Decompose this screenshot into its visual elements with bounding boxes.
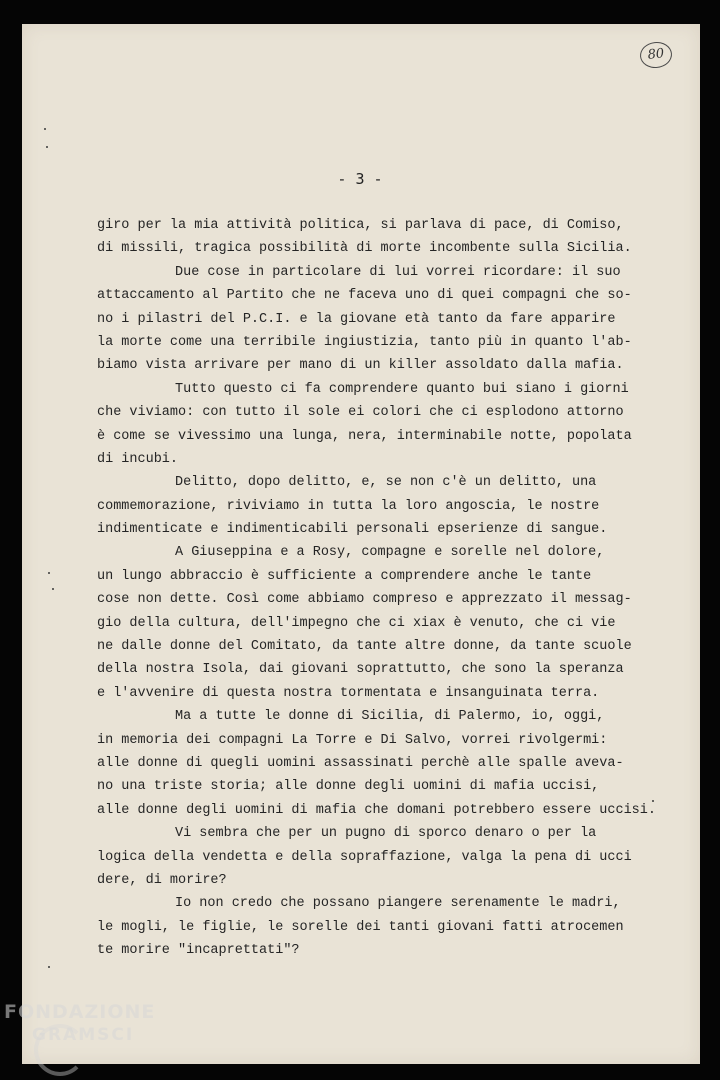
text-line: e l'avvenire di questa nostra tormentata e insanguinata terra. <box>97 685 600 701</box>
typed-body <box>97 214 657 963</box>
text-line: attaccamento al Partito che ne faceva uno di quei compagni che so- <box>97 288 632 304</box>
text-line: commemorazione, riviviamo in tutta la loro angoscia, le nostre <box>97 498 600 514</box>
text-line: gio della cultura, dell'impegno che ci xiax è venuto, che ci vie <box>97 615 616 631</box>
text-line: logica della vendetta e della sopraffazione, valga la pena di ucci <box>97 849 632 865</box>
text-line: no una triste storia; alle donne degli uomini di mafia uccisi, <box>97 779 600 795</box>
text-line: Io non credo che possano piangere serenamente le madri, <box>175 896 621 912</box>
text-line: della nostra Isola, dai giovani soprattutto, che sono la speranza <box>97 662 624 678</box>
text-line: Vi sembra che per un pugno di sporco denaro o per la <box>175 826 597 842</box>
watermark-line2: GRAMSCI <box>32 1025 135 1045</box>
text-line: Due cose in particolare di lui vorrei ricordare: il suo <box>175 264 621 280</box>
watermark-line1: FONDAZIONE <box>4 1001 156 1023</box>
text-line: cose non dette. Così come abbiamo compreso e apprezzato il messag- <box>97 592 632 608</box>
text-line: biamo vista arrivare per mano di un killer assoldato dalla mafia. <box>97 358 624 374</box>
text-line: Ma a tutte le donne di Sicilia, di Palermo, io, oggi, <box>175 709 605 725</box>
text-line: Delitto, dopo delitto, e, se non c'è un delitto, una <box>175 475 597 491</box>
text-line: dere, di morire? <box>97 872 227 888</box>
scan-speck <box>48 572 50 574</box>
scan-speck <box>46 146 48 148</box>
gramsci-logo-icon <box>34 1024 86 1076</box>
text-line: le mogli, le figlie, le sorelle dei tanti giovani fatti atrocemen <box>97 919 624 935</box>
scan-speck <box>48 966 50 968</box>
scan-speck <box>52 588 54 590</box>
text-line: di missili, tragica possibilità di morte incombente sulla Sicilia. <box>97 241 632 257</box>
text-line: Tutto questo ci fa comprendere quanto bui siano i giorni <box>175 381 629 397</box>
text-line: indimenticate e indimenticabili personali epserienze di sangue. <box>97 522 608 538</box>
text-line: giro per la mia attività politica, si parlava di pace, di Comiso, <box>97 218 624 233</box>
text-line: in memoria dei compagni La Torre e Di Salvo, vorrei rivolgermi: <box>97 732 608 748</box>
text-line: la morte come una terribile ingiustizia, tanto più in quanto l'ab- <box>97 334 632 350</box>
text-line: è come se vivessimo una lunga, nera, interminabile notte, popolata <box>97 428 632 444</box>
text-line: ne dalle donne del Comitato, da tante altre donne, da tante scuole <box>97 639 632 655</box>
text-line: un lungo abbraccio è sufficiente a comprendere anche le tante <box>97 568 592 584</box>
watermark <box>4 1000 204 1046</box>
text-line: di incubi. <box>97 451 179 467</box>
text-line: che viviamo: con tutto il sole ei colori che ci esplodono attorno <box>97 405 624 421</box>
page-number: - 3 - <box>337 170 383 188</box>
text-line: alle donne di quegli uomini assassinati perchè alle spalle aveva- <box>97 755 624 771</box>
text-line: te morire "incaprettati"? <box>97 943 300 959</box>
scan-speck <box>44 128 46 130</box>
folio-mark: 80 <box>639 40 674 69</box>
text-line: A Giuseppina e a Rosy, compagne e sorelle nel dolore, <box>175 545 605 561</box>
scan-speck <box>652 800 654 802</box>
text-line: alle donne degli uomini di mafia che domani potrebbero essere uccisi. <box>97 802 656 818</box>
text-line: no i pilastri del P.C.I. e la giovane età tanto da fare apparire <box>97 311 616 327</box>
